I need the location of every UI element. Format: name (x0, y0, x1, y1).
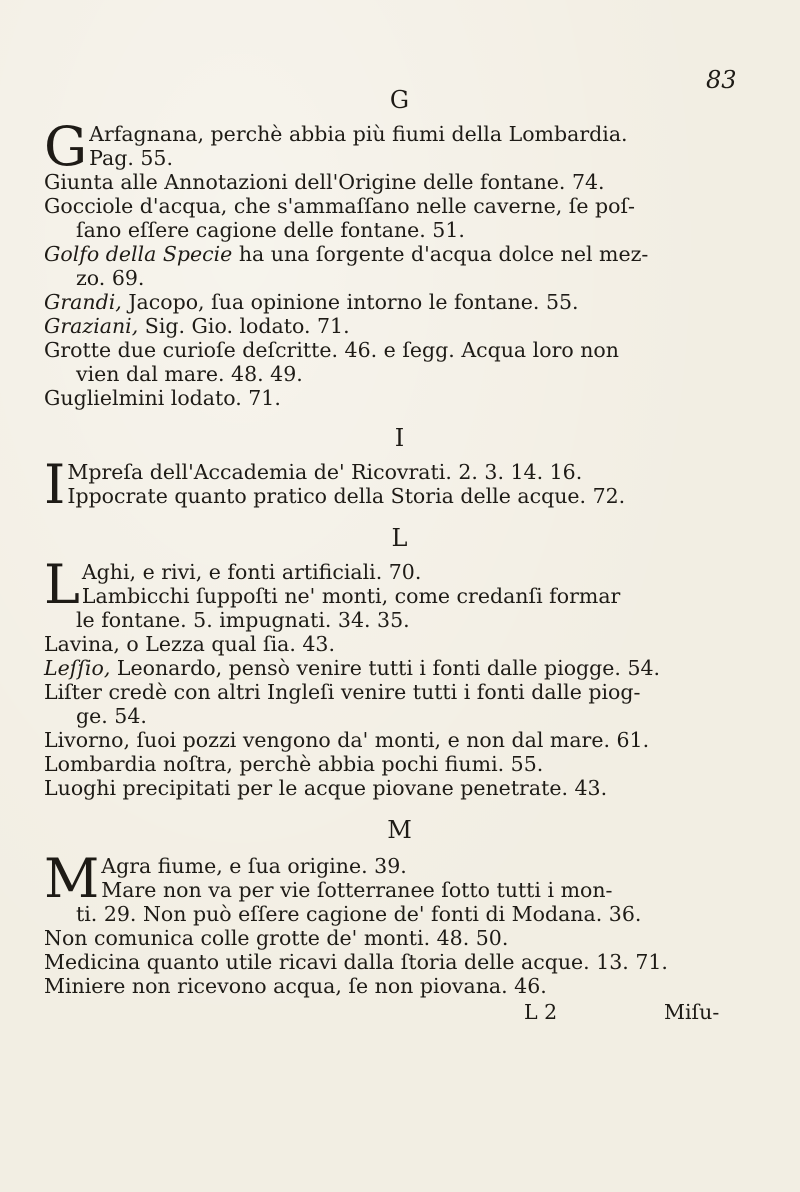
entry-line: Jacopo, ſua opinione intorno le fontane. 55. (121, 290, 579, 314)
entry-line: Lambicchi ſuppoſti ne' monti, come credanſi formar (81, 584, 621, 608)
index-entry (44, 680, 784, 728)
drop-capital: M (44, 847, 100, 910)
entry-line: Aghi, e rivi, e fonti artificiali. 70. (81, 560, 422, 584)
section-letter-m: M (387, 816, 413, 844)
index-entry (44, 290, 784, 314)
index-entry (44, 728, 784, 752)
index-entry (44, 242, 784, 290)
index-entry (44, 974, 784, 998)
section-letter-g: G (389, 86, 411, 114)
drop-capital: G (44, 115, 88, 178)
index-entry (44, 553, 784, 632)
entry-line: Leonardo, pensò venire tutti i fonti dalle piogge. 54. (110, 656, 661, 680)
entry-head: Leſſio, (44, 656, 111, 680)
entry-line: ſano eſſere cagione delle fontane. 51. (76, 218, 465, 242)
index-entry (44, 632, 784, 656)
entry-head: Grandi, (44, 290, 122, 314)
entry-head: Golfo della Specie (44, 242, 233, 266)
index-entry (44, 776, 784, 800)
entry-line: ti. 29. Non può eſſere cagione de' fonti di Modana. 36. (76, 902, 642, 926)
entry-line: Mpreſa dell'Accademia de' Ricovrati. 2. 3. 14. 16. (67, 460, 583, 484)
drop-capital: I (44, 453, 66, 516)
index-entry (44, 950, 784, 974)
entry-line: Luoghi precipitati per le acque piovane penetrate. 43. (44, 776, 608, 800)
entry-line: Livorno, ſuoi pozzi vengono da' monti, e non dal mare. 61. (44, 728, 650, 752)
index-entry (44, 314, 784, 338)
section-letter-l: L (391, 524, 409, 552)
index-entry (44, 656, 784, 680)
entry-line: Ippocrate quanto pratico della Storia delle acque. 72. (67, 484, 626, 508)
entry-line: Medicina quanto utile ricavi dalla ſtoria delle acque. 13. 71. (44, 950, 668, 974)
entry-line: le fontane. 5. impugnati. 34. 35. (76, 608, 410, 632)
catchword: Miſu- (664, 1000, 720, 1024)
entry-line: Miniere non ricevono acqua, ſe non piovana. 46. (44, 974, 547, 998)
entry-line: Grotte due curioſe deſcritte. 46. e ſegg. Acqua loro non (44, 338, 619, 362)
entry-line: ha una ſorgente d'acqua dolce nel mez- (232, 242, 649, 266)
entry-line: Arfagnana, perchè abbia più fiumi della Lombardia. (89, 122, 628, 146)
index-entry (44, 386, 784, 410)
entry-line: Giunta alle Annotazioni dell'Origine delle fontane. 74. (44, 170, 605, 194)
entry-line: Sig. Gio. lodato. 71. (138, 314, 350, 338)
index-entry (44, 752, 784, 776)
index-entry (44, 170, 784, 194)
entry-line: Agra fiume, e ſua origine. 39. (101, 854, 407, 878)
entry-line: Lombardia noſtra, perchè abbia pochi fiumi. 55. (44, 752, 544, 776)
index-entry (44, 453, 784, 516)
entry-line: Guglielmini lodato. 71. (44, 386, 281, 410)
index-entry (44, 338, 784, 386)
signature-mark: L 2 (524, 1000, 558, 1024)
entry-line: zo. 69. (76, 266, 145, 290)
index-entry (44, 115, 784, 178)
entry-line: Lavina, o Lezza qual ſia. 43. (44, 632, 335, 656)
entry-line: vien dal mare. 48. 49. (76, 362, 303, 386)
page-number: 83 (706, 66, 737, 94)
section-letter-i: I (394, 424, 406, 452)
entry-line: Non comunica colle grotte de' monti. 48. 50. (44, 926, 509, 950)
footer-line (44, 1000, 784, 1024)
entry-line: Gocciole d'acqua, che s'ammaſſano nelle caverne, ſe poſ- (44, 194, 635, 218)
entry-line: Pag. 55. (89, 146, 173, 170)
index-entry (44, 847, 784, 926)
index-entry (44, 926, 784, 950)
entry-line: ge. 54. (76, 704, 147, 728)
entry-line: Liſter credè con altri Ingleſi venire tutti i fonti dalle piog- (44, 680, 641, 704)
index-entry (44, 194, 784, 242)
entry-line: Mare non va per vie ſotterranee ſotto tutti i mon- (101, 878, 613, 902)
drop-capital: L (44, 553, 80, 616)
entry-head: Graziani, (44, 314, 139, 338)
